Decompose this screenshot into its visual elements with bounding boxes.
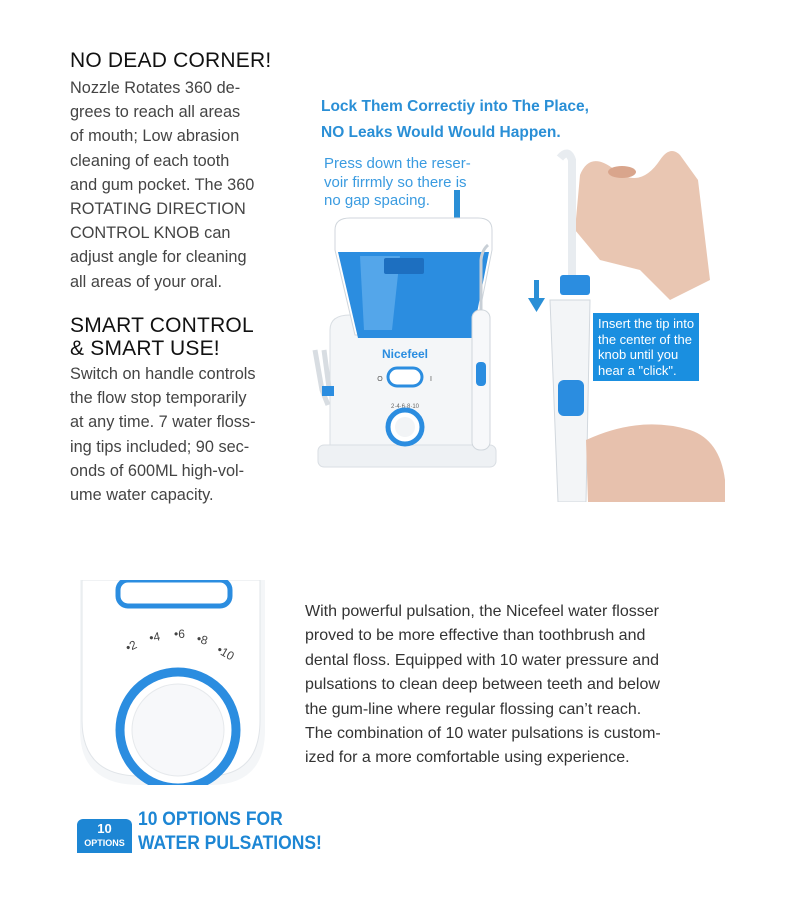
svg-text:O: O <box>377 376 383 383</box>
dial-label: •4 <box>148 629 162 645</box>
smart-control-line: the flow stop temporarily <box>70 389 247 408</box>
no-dead-corner-description <box>70 76 254 294</box>
lock-callout-line2: NO Leaks Would Would Happen. <box>321 124 561 141</box>
smart-control-line: ume water capacity. <box>70 486 214 505</box>
dial-label: •8 <box>195 631 210 648</box>
smart-control-heading-line1: SMART CONTROL <box>70 314 254 337</box>
dial-label: •10 <box>214 642 237 664</box>
no-dead-corner-heading: NO DEAD CORNER! <box>70 49 272 72</box>
insert-down-arrow-icon <box>528 280 545 312</box>
press-down-note-line: voir firrmly so there is <box>324 173 467 191</box>
dial-label: •6 <box>174 627 185 641</box>
options-badge-number: 10 <box>97 821 112 836</box>
smart-control-line: onds of 600ML high-vol- <box>70 461 245 480</box>
smart-control-line: at any time. 7 water floss- <box>70 413 256 432</box>
no-dead-corner-line: cleaning of each tooth <box>70 151 230 170</box>
no-dead-corner-line: adjust angle for cleaning <box>70 248 247 267</box>
press-down-note-line: no gap spacing. <box>324 192 430 209</box>
no-dead-corner-line: grees to reach all areas <box>70 103 241 122</box>
lock-callout-line1: Lock Them Correctiy into The Place, <box>321 98 589 115</box>
pulsation-line: ized for a more comfortable using experience. <box>305 749 630 767</box>
pulsation-line: With powerful pulsation, the Nicefeel water flosser <box>305 603 659 620</box>
options-badge <box>77 819 132 853</box>
options-title <box>138 808 322 856</box>
no-dead-corner-line: of mouth; Low abrasion <box>70 127 240 146</box>
pulsation-line: The combination of 10 water pulsations is custom- <box>305 725 661 743</box>
pulsation-line: proved to be more effective than toothbrush and <box>305 627 646 645</box>
smart-control-heading <box>70 314 254 360</box>
smart-control-heading-line2: & SMART USE! <box>70 337 220 360</box>
no-dead-corner-line: all areas of your oral. <box>70 272 223 291</box>
options-title-line2: WATER PULSATIONS! <box>138 833 322 854</box>
pulsation-line: dental floss. Equipped with 10 water pressure and <box>305 651 659 669</box>
insert-tip-note-line: knob until you <box>598 347 679 362</box>
insert-tip-note <box>592 312 700 382</box>
no-dead-corner-line: CONTROL KNOB can <box>70 224 231 243</box>
svg-text:Nicefeel: Nicefeel <box>381 347 429 361</box>
pulsation-description <box>305 600 661 771</box>
pulsation-line: the gum-line where regular flossing can’t reach. <box>305 700 642 718</box>
svg-text:2·4·6·8·10: 2·4·6·8·10 <box>390 404 420 410</box>
no-dead-corner-line: Nozzle Rotates 360 de- <box>70 79 241 97</box>
pressure-dial-closeup <box>70 580 275 785</box>
water-flosser-illustration <box>300 190 510 480</box>
smart-control-line: ing tips included; 90 sec- <box>70 437 250 456</box>
options-badge-label: OPTIONS <box>84 838 125 848</box>
no-dead-corner-line: and gum pocket. The 360 <box>70 175 255 194</box>
smart-control-line: Switch on handle controls <box>70 365 256 383</box>
insert-tip-note-line: hear a "click". <box>598 362 677 378</box>
insert-tip-note-line: the center of the <box>598 331 692 347</box>
options-title-line1: 10 OPTIONS FOR <box>138 809 283 830</box>
press-down-note-line: Press down the reser- <box>324 155 471 172</box>
no-dead-corner-line: ROTATING DIRECTION <box>70 200 246 219</box>
dial-label: •2 <box>123 637 140 655</box>
insert-tip-note-line: Insert the tip into <box>598 316 695 331</box>
svg-text:I: I <box>430 376 432 383</box>
smart-control-description <box>70 362 256 507</box>
pulsation-line: pulsations to clean deep between teeth and below <box>305 676 660 694</box>
